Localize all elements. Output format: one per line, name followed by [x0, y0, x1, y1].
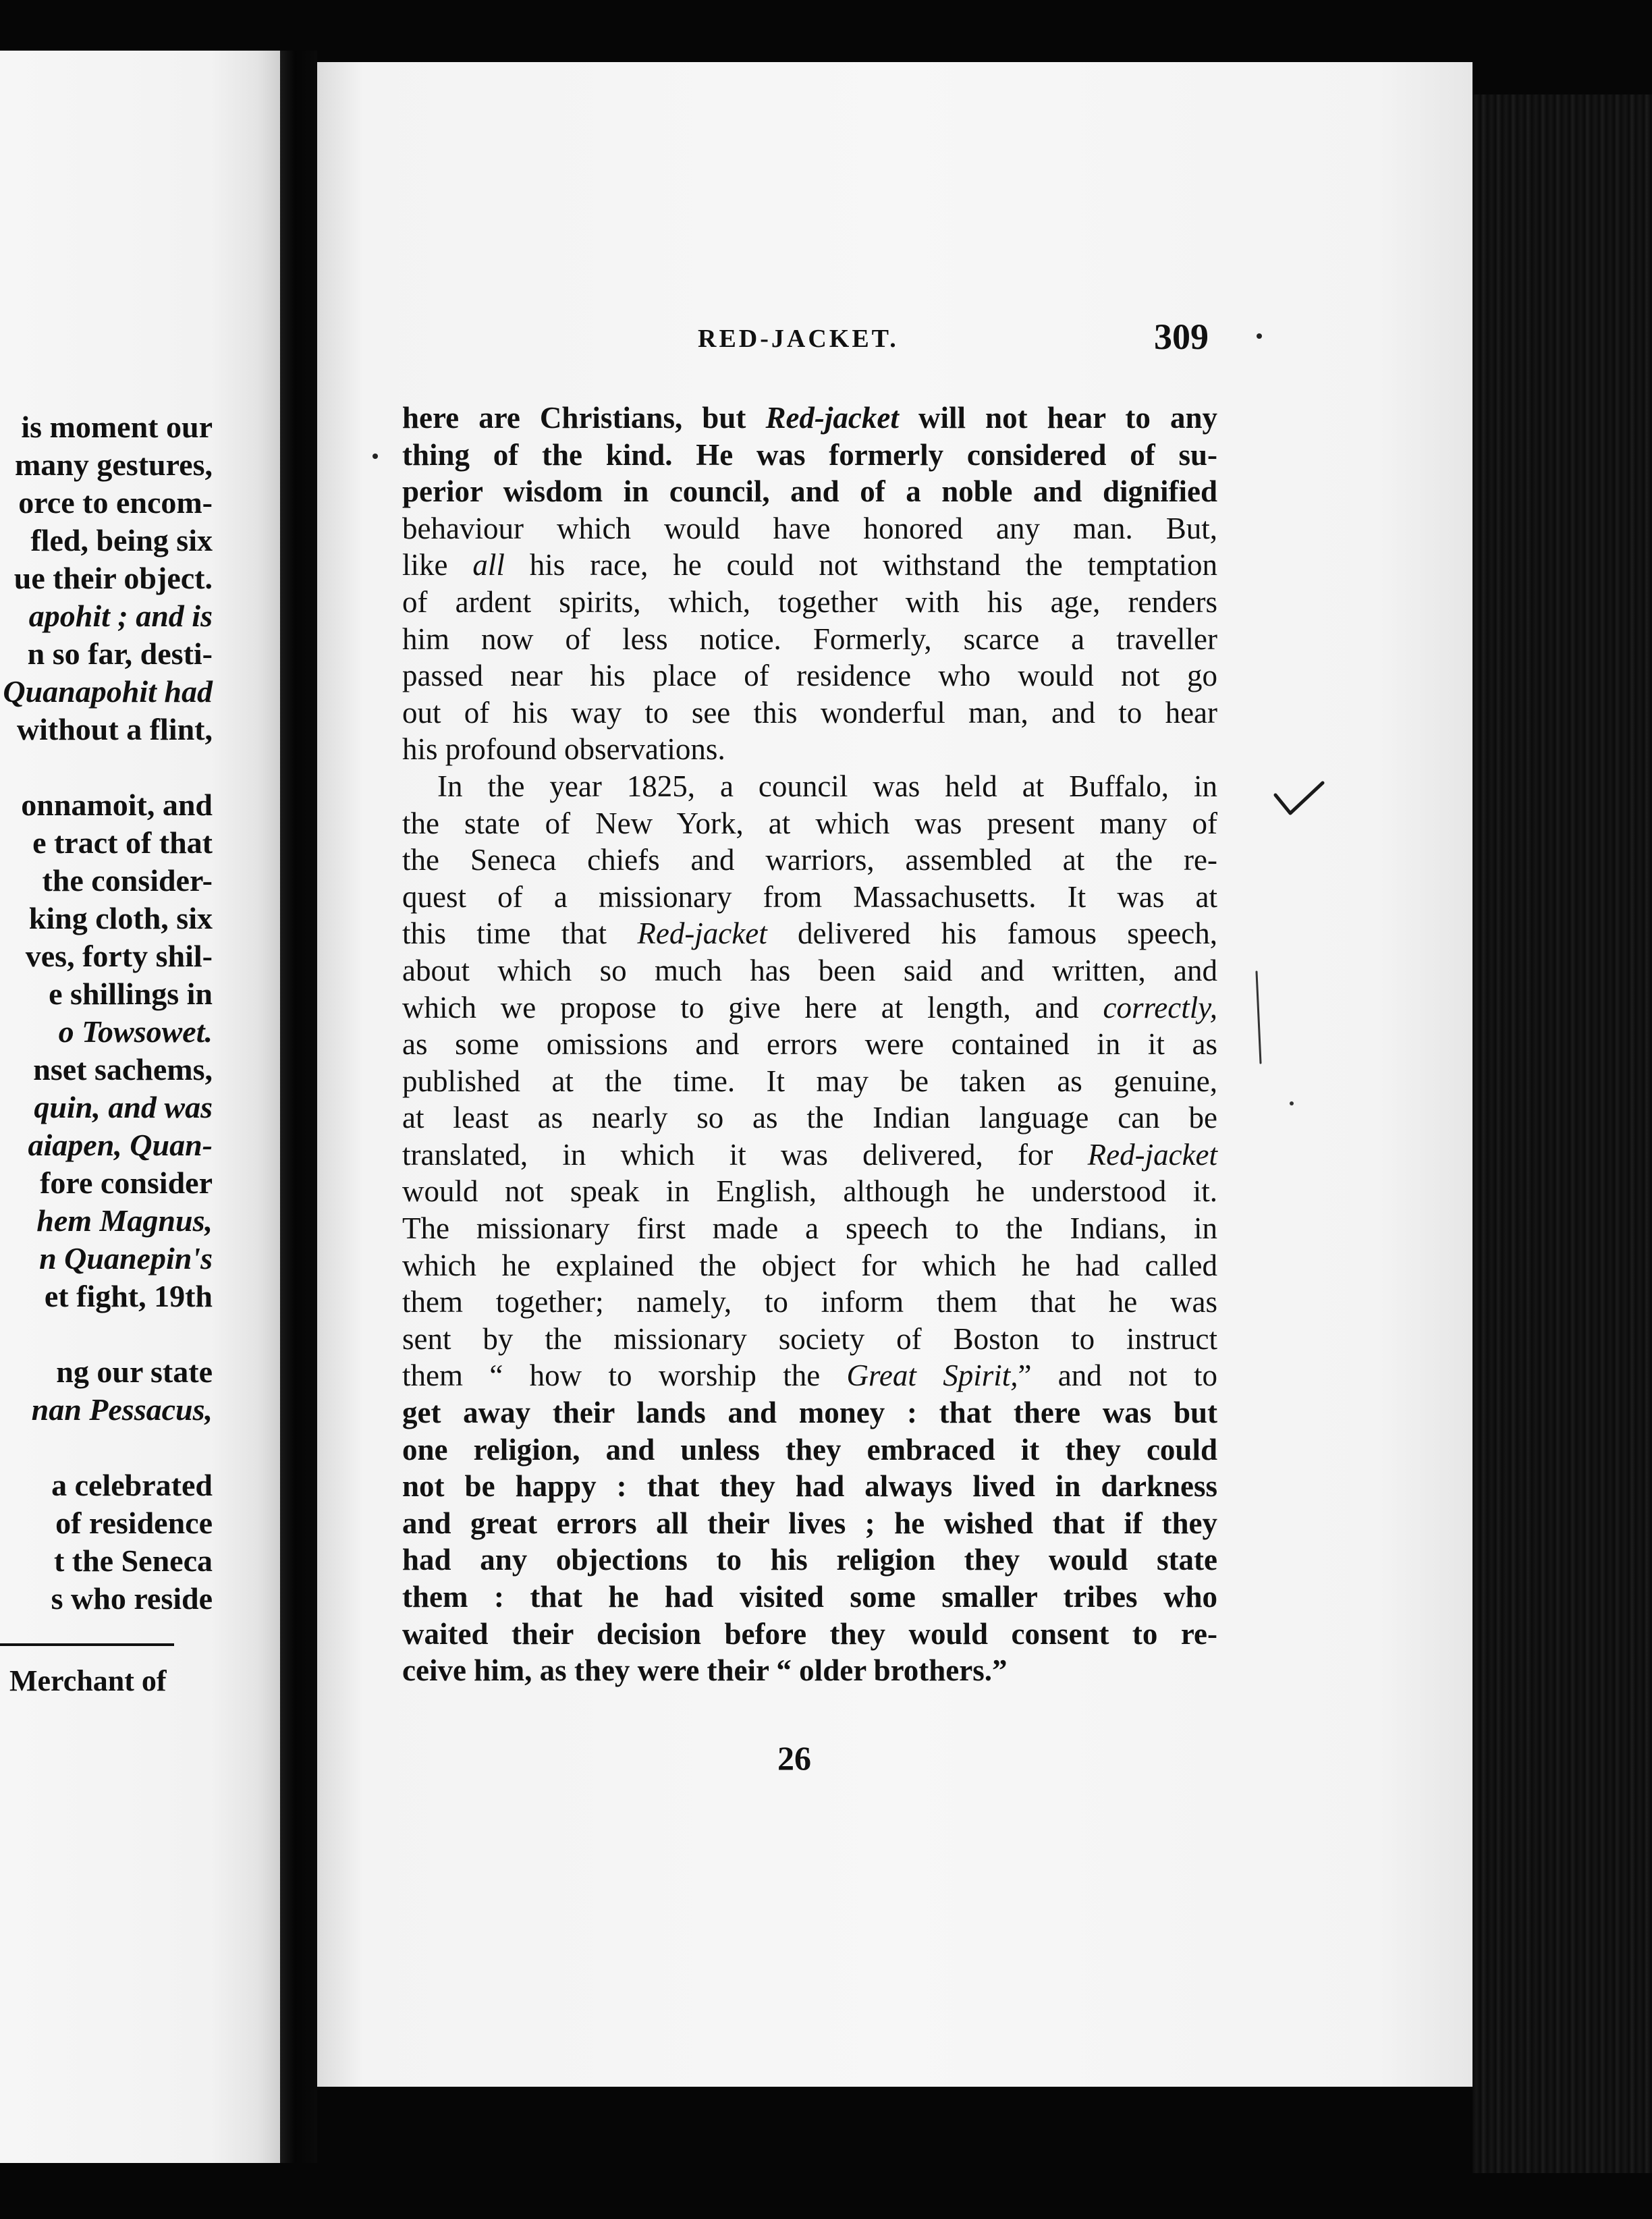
text-line [402, 989, 1217, 1026]
text-run: In the year 1825, a council was held at Buffalo, in [437, 769, 1217, 803]
left-text-line: of residence [55, 1506, 213, 1540]
left-text-line: aiapen, Quan- [28, 1128, 213, 1162]
left-text-line: o Towsowet. [58, 1014, 213, 1049]
italic-text: Red-jacket [1087, 1137, 1217, 1172]
text-run: waited their decision before they would consent to re- [402, 1616, 1217, 1651]
text-run: quest of a missionary from Massachusetts. It was at [402, 879, 1217, 914]
text-run: them together; namely, to inform them that he was [402, 1285, 1217, 1319]
text-line [402, 768, 1217, 805]
left-text-line: n so far, desti- [27, 636, 213, 671]
italic-text: Great Spirit, [846, 1359, 1018, 1393]
italic-text: Red-jacket [765, 401, 899, 435]
text-line [402, 1505, 1217, 1542]
text-line [402, 1284, 1217, 1321]
paragraph-gap [0, 1429, 213, 1467]
text-run: published at the time. It may be taken as genuine, [402, 1064, 1217, 1098]
text-line [402, 1210, 1217, 1247]
left-text-line: the consider- [42, 863, 213, 898]
text-run: out of his way to see this wonderful man, and to hear [402, 695, 1217, 730]
text-run: the Seneca chiefs and warriors, assembled at the re- [402, 843, 1217, 877]
text-line [402, 1357, 1217, 1394]
text-run: thing of the kind. He was formerly considered of su- [402, 437, 1217, 472]
text-run: sent by the missionary society of Boston to instruct [402, 1321, 1217, 1356]
left-text-line: onnamoit, and [21, 788, 213, 822]
text-run: of ardent spirits, which, together with his age, renders [402, 584, 1217, 619]
text-line [402, 584, 1217, 621]
left-text-line: apohit ; and is [28, 599, 213, 633]
text-line [402, 1136, 1217, 1174]
left-text-line: n Quanepin's [39, 1241, 213, 1276]
text-line [402, 842, 1217, 879]
italic-text: Red-jacket [637, 916, 767, 951]
left-text-line: hem Magnus, [36, 1203, 213, 1238]
text-run: which we propose to give here at length, and [402, 990, 1103, 1024]
text-run: at least as nearly so as the Indian language can be [402, 1101, 1217, 1135]
text-line [402, 1321, 1217, 1358]
running-head: RED-JACKET. [698, 325, 899, 353]
left-facing-page [0, 51, 280, 2163]
left-text-line: ue their object. [13, 561, 213, 595]
text-run: which he explained the object for which he had called [402, 1248, 1217, 1282]
text-run: them : that he had visited some smaller tribes who [402, 1580, 1217, 1614]
text-line [402, 657, 1217, 694]
left-text-line: king cloth, six [28, 901, 213, 935]
text-run: one religion, and unless they embraced it they could [402, 1432, 1217, 1467]
text-run: will not hear to any [898, 401, 1217, 435]
text-run: ” and not to [1018, 1359, 1217, 1393]
text-line [402, 547, 1217, 584]
text-line [402, 1247, 1217, 1284]
left-text-line: quin, and was [34, 1090, 213, 1124]
text-run: delivered his famous speech, [767, 916, 1217, 951]
left-text-line: without a flint, [16, 712, 213, 746]
text-line [402, 473, 1217, 510]
left-text-line: many gestures, [14, 447, 213, 482]
left-text-line: nan Pessacus, [31, 1392, 213, 1427]
text-run: had any objections to his religion they would state [402, 1543, 1217, 1577]
text-run: perior wisdom in council, and of a noble and dignified [402, 474, 1217, 509]
text-line [402, 694, 1217, 732]
text-line [402, 1026, 1217, 1063]
text-run: translated, in which it was delivered, for [402, 1137, 1088, 1172]
left-text-line: e tract of that [32, 825, 213, 860]
text-run: would not speak in English, although he understood it. [402, 1174, 1217, 1209]
paragraph-gap [0, 748, 213, 786]
left-text-line: t the Seneca [53, 1543, 213, 1578]
text-line [402, 1541, 1217, 1579]
footnote-rule [0, 1643, 174, 1646]
text-line [402, 952, 1217, 989]
text-line [402, 1468, 1217, 1505]
left-text-line: ves, forty shil- [25, 939, 213, 973]
page-number: 309 [1154, 317, 1209, 357]
left-text-line: nset sachems, [33, 1052, 213, 1087]
text-run: this time that [402, 916, 638, 951]
text-line [402, 1579, 1217, 1616]
text-run: and great errors all their lives ; he wished that if they [402, 1506, 1217, 1540]
text-run: The missionary first made a speech to the Indians, in [402, 1211, 1217, 1246]
book-page-edges [1472, 94, 1652, 2173]
left-text-line: et fight, 19th [44, 1279, 213, 1313]
text-run: them “ how to worship the [402, 1359, 847, 1393]
text-line [402, 510, 1217, 547]
text-run: the state of New York, at which was present many of [402, 806, 1217, 840]
text-line [402, 1173, 1217, 1210]
text-run: here are Christians, but [402, 401, 766, 435]
left-text-line: ng our state [56, 1354, 213, 1389]
italic-text: correctly, [1103, 990, 1217, 1024]
left-text-line: a celebrated [51, 1468, 213, 1502]
text-line [402, 731, 1217, 768]
left-text-line: orce to encom- [18, 485, 213, 520]
text-run: behaviour which would have honored any man. But, [402, 511, 1217, 545]
text-run: his race, he could not withstand the temptation [504, 548, 1218, 582]
text-line [402, 437, 1217, 474]
text-line [402, 1616, 1217, 1653]
text-line [402, 621, 1217, 658]
text-line [402, 1431, 1217, 1469]
text-line [402, 1099, 1217, 1136]
body-text [402, 400, 1217, 1689]
left-page-text [0, 408, 213, 1618]
text-run: him now of less notice. Formerly, scarce a traveller [402, 622, 1217, 656]
text-run: get away their lands and money : that there was but [402, 1396, 1217, 1430]
left-text-line: s who reside [51, 1581, 213, 1616]
paragraph-gap [0, 1315, 213, 1353]
text-line [402, 1063, 1217, 1100]
text-run: ceive him, as they were their “ older brothers.” [402, 1653, 1008, 1688]
italic-text: all [472, 548, 505, 582]
left-text-line: fore consider [40, 1166, 213, 1200]
text-line [402, 805, 1217, 842]
signature-mark: 26 [777, 1739, 811, 1777]
text-run: passed near his place of residence who would not go [402, 659, 1217, 693]
text-line [402, 400, 1217, 437]
text-run: not be happy : that they had always lived in darkness [402, 1469, 1217, 1504]
left-text-line: e shillings in [49, 977, 213, 1011]
text-line [402, 879, 1217, 916]
left-page-footnote: Merchant of [9, 1664, 167, 1697]
book-gutter [280, 51, 317, 2163]
left-text-line: is moment our [21, 410, 213, 444]
text-line [402, 915, 1217, 952]
text-line [402, 1394, 1217, 1431]
text-run: as some omissions and errors were contained in it as [402, 1027, 1217, 1062]
text-run: about which so much has been said and written, and [402, 953, 1217, 987]
text-run: like [402, 548, 473, 582]
left-text-line: fled, being six [30, 523, 213, 557]
text-line [402, 1652, 1217, 1689]
left-text-line: Quanapohit had [3, 674, 213, 709]
text-run: his profound observations. [402, 732, 725, 767]
